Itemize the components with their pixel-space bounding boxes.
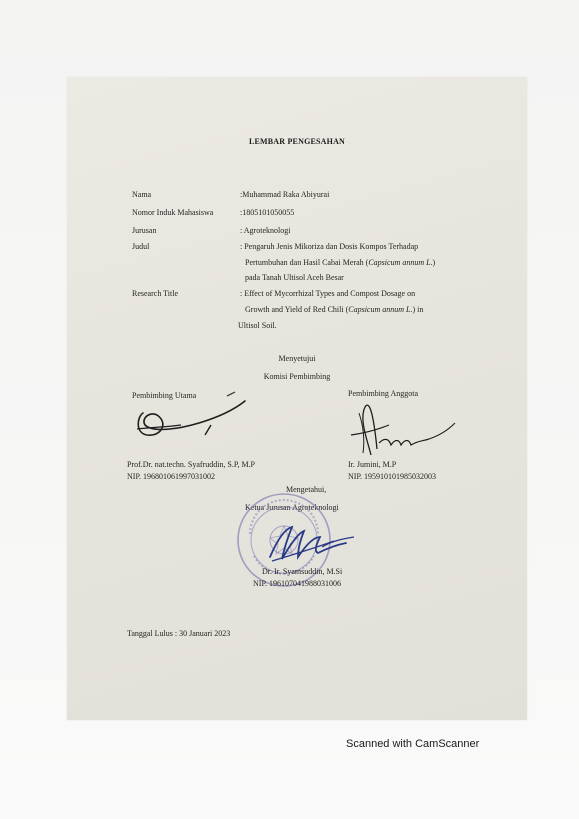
field-value-research-line1: : Effect of Mycorrhizal Types and Compost Dosage on (240, 289, 416, 298)
species-name: Capsicum annum L. (368, 258, 433, 267)
committee-heading: Komisi Pembimbing (263, 372, 331, 381)
department-head-nip: NIP. 196107041988031006 (253, 579, 342, 588)
main-supervisor-role: Pembimbing Utama (132, 391, 197, 400)
species-name: Capsicum annum L. (348, 305, 413, 314)
field-value-research-line3: Ultisol Soil. (238, 321, 277, 330)
field-value-nama: :Muhammad Raka Abiyurai (240, 190, 330, 199)
field-label-research-title: Research Title (132, 289, 178, 298)
field-value-nim: :1805101050055 (240, 208, 295, 217)
member-supervisor-name: Ir. Jumini, M.P (348, 460, 397, 469)
field-value-jurusan: : Agroteknologi (240, 226, 291, 235)
scanner-watermark: Scanned with CamScanner (346, 738, 480, 750)
main-supervisor-signature (127, 389, 257, 459)
page-title: LEMBAR PENGESAHAN (248, 137, 346, 146)
acknowledgement-heading: Mengetahui, (286, 485, 327, 494)
department-head-signature (262, 519, 362, 567)
graduation-date: Tanggal Lulus : 30 Januari 2023 (127, 629, 231, 638)
main-supervisor-name: Prof.Dr. nat.techn. Syafruddin, S.P, M.P (127, 460, 255, 469)
field-value-research-line2: Growth and Yield of Red Chili (Capsicum annum L.) in (245, 305, 424, 314)
approval-heading: Menyetujui (278, 354, 316, 363)
member-supervisor-role: Pembimbing Anggota (348, 389, 418, 398)
department-head-position: Ketua Jurusan Agroteknologi (245, 503, 339, 512)
member-supervisor-nip: NIP. 195910101985032003 (348, 472, 437, 481)
document-page (67, 77, 527, 720)
field-label-nim: Nomor Induk Mahasiswa (132, 208, 214, 217)
field-value-judul-line2: Pertumbuhan dan Hasil Cabai Merah (Capsicum annum L.) (245, 258, 436, 267)
field-label-jurusan: Jurusan (132, 226, 157, 235)
member-supervisor-signature (345, 399, 465, 469)
field-value-judul-line3: pada Tanah Ultisol Aceh Besar (245, 273, 344, 282)
field-label-judul: Judul (132, 242, 150, 251)
field-label-nama: Nama (132, 190, 152, 199)
department-head-name: Dr. Ir. Syamsuddin, M.Si (262, 567, 343, 576)
main-supervisor-nip: NIP. 196801061997031002 (127, 472, 216, 481)
field-value-judul-line1: : Pengaruh Jenis Mikoriza dan Dosis Kompos Terhadap (240, 242, 419, 251)
